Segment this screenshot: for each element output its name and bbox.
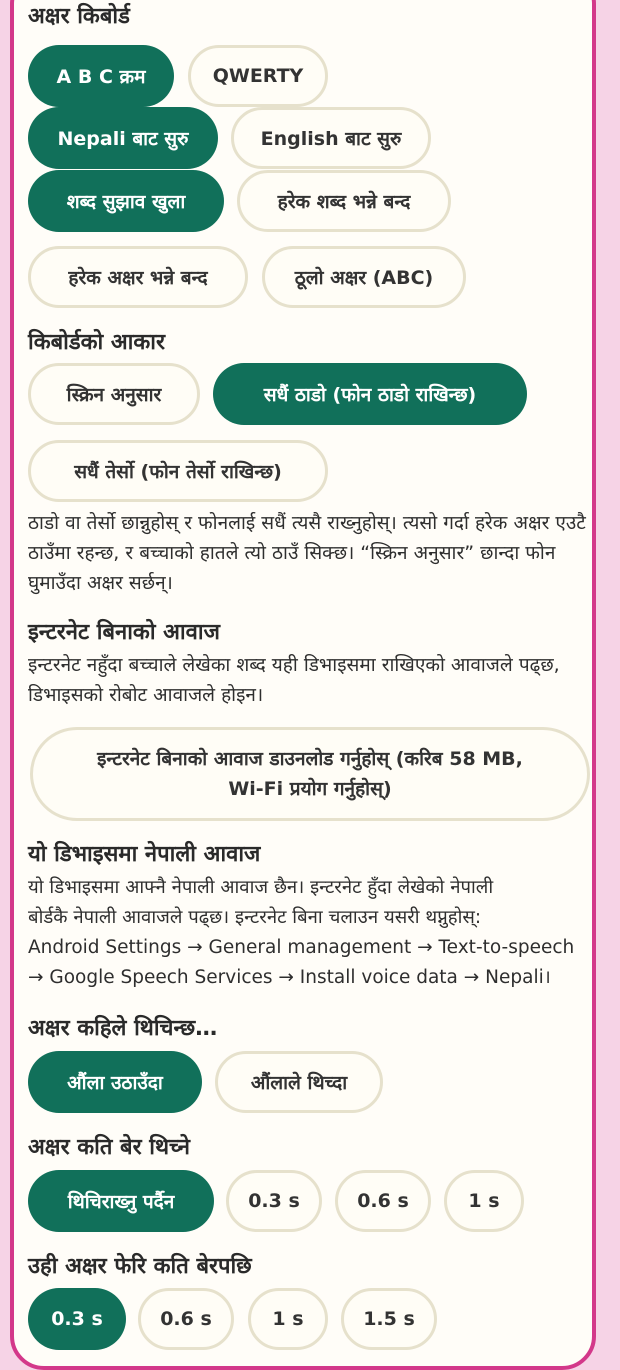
repeat-1-button[interactable]: 1 s xyxy=(248,1288,328,1350)
hold-0-6-button[interactable]: 0.6 s xyxy=(335,1170,431,1232)
size-screen-button[interactable]: स्क्रिन अनुसार xyxy=(28,363,200,425)
start-english-button[interactable]: English बाट सुरु xyxy=(231,107,431,169)
device-voice-note-line2: बोर्डकै नेपाली आवाजले पढ्छ। इन्टरनेट बिना चलाउन यसरी थप्नुहोस्: xyxy=(28,907,482,928)
device-voice-note-line1: यो डिभाइसमा आफ्नै नेपाली आवाज छैन। इन्टरनेट हुँदा लेखेको नेपाली xyxy=(28,877,494,898)
hold-1-button[interactable]: 1 s xyxy=(444,1170,524,1232)
hold-0-3-button[interactable]: 0.3 s xyxy=(226,1170,322,1232)
offline-voice-note: इन्टरनेट नहुँदा बच्चाले लेखेका शब्द यही डिभाइसमा राखिएको आवाजले पढ्छ, डिभाइसको रोबोट आवाजले होइन। xyxy=(28,654,560,706)
word-speak-off-button[interactable]: हरेक शब्द भन्ने बन्द xyxy=(237,170,451,232)
repeat-heading: उही अक्षर फेरि कति बेरपछि xyxy=(28,1254,252,1279)
start-nepali-button[interactable]: Nepali बाट सुरु xyxy=(28,107,218,169)
layout-abc-button[interactable]: A B C क्रम xyxy=(28,45,174,107)
download-voice-line1: इन्टरनेट बिनाको आवाज डाउनलोड गर्नुहोस् (करिब 58 MB, xyxy=(97,748,523,770)
device-voice-heading: यो डिभाइसमा नेपाली आवाज xyxy=(28,842,261,867)
download-voice-line2: Wi-Fi प्रयोग गर्नुहोस्) xyxy=(228,778,392,800)
download-voice-button[interactable] xyxy=(30,727,590,821)
press-heading: अक्षर कहिले थिचिन्छ… xyxy=(28,1016,218,1041)
word-suggest-on-button[interactable]: शब्द सुझाव खुला xyxy=(28,170,224,232)
hold-none-button[interactable]: थिचिराख्नु पर्दैन xyxy=(28,1170,214,1232)
repeat-0-3-button[interactable]: 0.3 s xyxy=(28,1288,126,1350)
uppercase-button[interactable]: ठूलो अक्षर (ABC) xyxy=(262,246,466,308)
repeat-0-6-button[interactable]: 0.6 s xyxy=(138,1288,234,1350)
size-landscape-button[interactable]: सधैं तेर्सो (फोन तेर्सो राखिन्छ) xyxy=(28,440,328,502)
hold-heading: अक्षर कति बेर थिच्ने xyxy=(28,1135,190,1160)
press-on-lift-button[interactable]: औंला उठाउँदा xyxy=(28,1051,202,1113)
size-note: ठाडो वा तेर्सो छान्नुहोस् र फोनलाई सधैं त्यसै राख्नुहोस्। त्यसो गर्दा हरेक अक्षर एउटै ठाउँमा रहन्छ, र बच्चाको हातले त्यो ठाउँ सिक्छ। “स्क्रिन अनुसार” छान्दा फोन घुमाउँदा अक्षर सर्छन्। xyxy=(28,512,586,594)
keyboard-heading: अक्षर किबोर्ड xyxy=(28,4,130,29)
offline-voice-heading: इन्टरनेट बिनाको आवाज xyxy=(28,620,220,645)
device-voice-note xyxy=(28,873,590,993)
layout-qwerty-button[interactable]: QWERTY xyxy=(188,45,328,107)
press-on-touch-button[interactable]: औंलाले थिच्दा xyxy=(215,1051,383,1113)
repeat-1-5-button[interactable]: 1.5 s xyxy=(341,1288,437,1350)
size-portrait-button[interactable]: सधैं ठाडो (फोन ठाडो राखिन्छ) xyxy=(213,363,527,425)
keyboard-size-heading: किबोर्डको आकार xyxy=(28,330,165,355)
letter-speak-off-button[interactable]: हरेक अक्षर भन्ने बन्द xyxy=(28,246,248,308)
device-voice-note-line4: → Google Speech Services → Install voice data → Nepali। xyxy=(28,967,551,988)
device-voice-note-line3: Android Settings → General management → Text-to-speech xyxy=(28,937,575,958)
